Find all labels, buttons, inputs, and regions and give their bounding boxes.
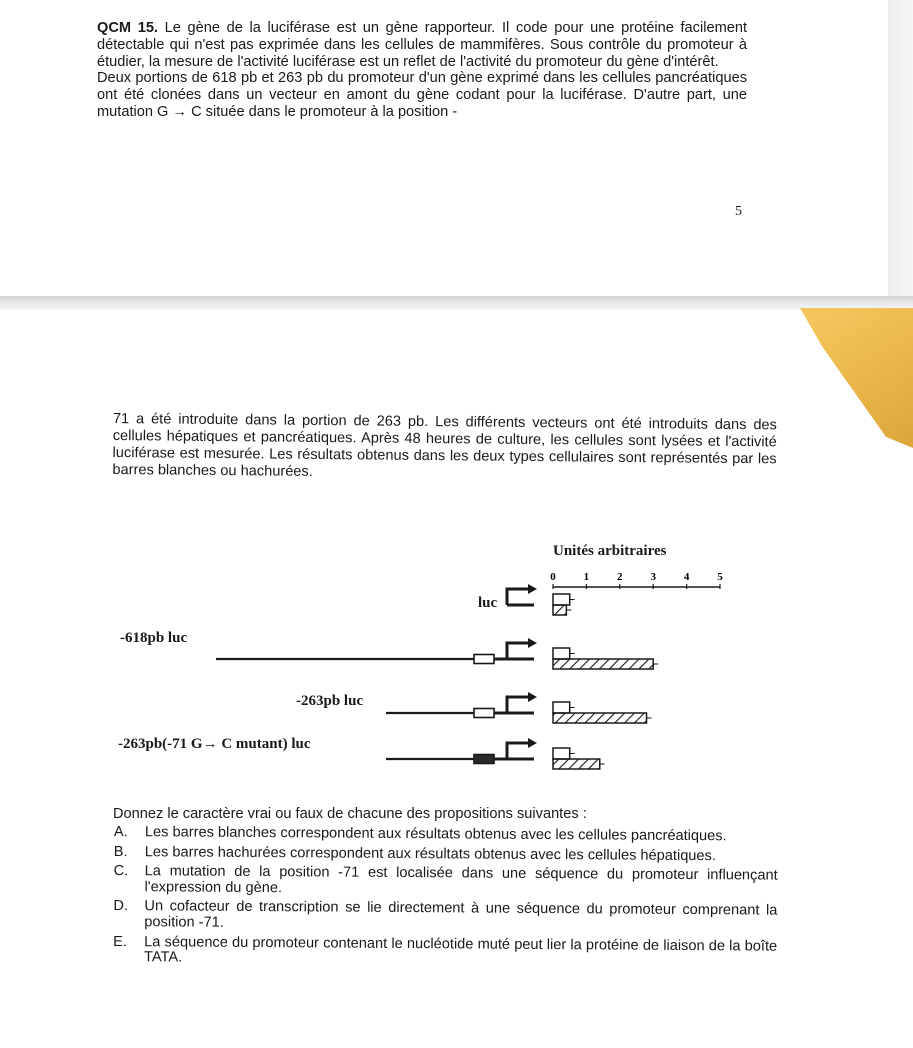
sticky-note-corner <box>800 308 913 448</box>
white-bar <box>553 702 570 713</box>
x-tick-label: 1 <box>583 571 590 583</box>
body-text: Deux portions de 618 pb et 263 pb du promoteur d'un gène exprimé dans les cellules pancréatiques ont été clonées dans un vecteur en amont du gène codant pour la luciférase. D'autre part, une mutation G → C située dans le promoteur à la position - <box>97 70 747 120</box>
x-tick-label: 4 <box>683 571 690 583</box>
hatched-bar <box>553 605 566 615</box>
hatched-bar <box>553 759 600 769</box>
transcription-arrow-icon <box>528 584 537 594</box>
construct-label-263: -263pb luc <box>296 693 364 709</box>
option-letter: B. <box>113 843 128 860</box>
luc-gene-bracket <box>507 643 530 659</box>
page-top-sheet <box>0 0 889 296</box>
option-text: Les barres blanches correspondent aux résultats obtenus avec les cellules pancréatiques. <box>144 824 727 845</box>
qcm-label: QCM 15. <box>97 20 158 36</box>
axis-title: Unités arbitraires <box>553 543 667 559</box>
option-letter: A. <box>113 824 128 841</box>
option-text: Un cofacteur de transcription se lie directement à une séquence du promoteur comprenant la position -71. <box>144 898 778 931</box>
option-text: La séquence du promoteur contenant le nucléotide muté peut lier la protéine de liaison de la boîte TATA. <box>144 933 778 966</box>
white-bar <box>553 594 570 605</box>
x-tick-label: 2 <box>617 571 623 583</box>
option-e <box>113 935 777 971</box>
options-list <box>113 825 778 974</box>
option-a <box>114 825 778 845</box>
transcription-arrow-icon <box>528 692 537 702</box>
intro-text: Le gène de la luciférase est un gène rapporteur. Il code pour une protéine facilement détectable qui n'est pas exprimée dans les cellules de mammifères. Sous contrôle du promoteur à étudier, la mesure de l'activité luciférase est un reflet de l'activité du promoteur du gène d'intérêt. <box>97 20 748 70</box>
hatched-bar <box>553 659 653 669</box>
x-tick-label: 3 <box>650 571 656 583</box>
promoter-element-box <box>474 709 494 718</box>
luc-gene-bracket <box>507 589 530 605</box>
construct-label-618: -618pb luc <box>120 630 188 646</box>
option-letter: E. <box>113 933 128 950</box>
white-bar <box>553 748 570 759</box>
question-instruction: Donnez le caractère vrai ou faux de chacune des propositions suivantes : <box>113 806 587 822</box>
page-number: 5 <box>735 204 742 219</box>
promoter-element-box <box>474 655 494 664</box>
construct-label-luc: luc <box>478 595 498 611</box>
option-letter: C. <box>113 863 129 880</box>
option-b <box>114 845 778 865</box>
option-text: Les barres hachurées correspondent aux résultats obtenus avec les cellules hépatiques. <box>144 843 716 864</box>
mutated-site-box <box>474 755 494 764</box>
luc-gene-bracket <box>507 743 530 759</box>
option-d <box>113 899 777 935</box>
option-c <box>114 864 778 900</box>
page-gap <box>0 296 913 310</box>
option-letter: D. <box>113 898 129 915</box>
hatched-bar <box>553 713 647 723</box>
continued-paragraph: 71 a été introduite dans la portion de 263 pb. Les différents vecteurs ont été introduits dans des cellules hépatiques et pancréatiques. Après 48 heures de culture, les cellules sont lysées et l'activité luciférase est mesurée. Les résultats obtenus dans les deux types cellulaires sont représentés par les barres blanches ou hachurées. <box>112 411 777 480</box>
qcm-intro-paragraph <box>97 20 747 121</box>
option-text: La mutation de la position -71 est localisée dans une séquence du promoteur influençant l'expression du gène. <box>144 863 778 896</box>
luciferase-diagram <box>0 535 913 785</box>
construct-label-263-mutant: -263pb(-71 G→ C mutant) luc <box>118 736 311 752</box>
transcription-arrow-icon <box>528 638 537 648</box>
background-strip <box>888 0 913 296</box>
x-tick-label: 5 <box>717 571 723 583</box>
luc-gene-bracket <box>507 697 530 713</box>
transcription-arrow-icon <box>528 738 537 748</box>
white-bar <box>553 648 570 659</box>
x-tick-label: 0 <box>550 571 556 583</box>
